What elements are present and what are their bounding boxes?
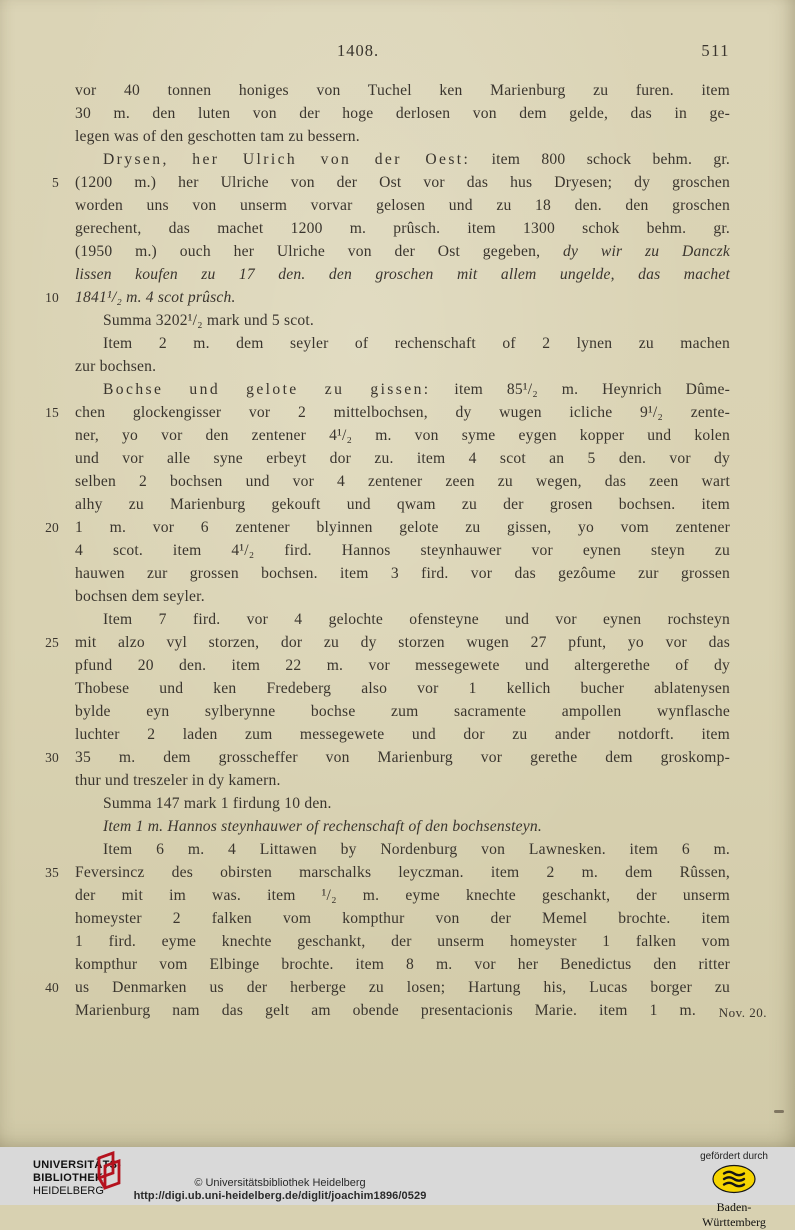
line-text: Item 2 m. dem seyler of rechenschaft of 2 lynen zu machen [103,335,730,352]
line-text: (1950 m.) ouch her Ulriche von der Ost gegeben, dy wir zu Danczk [75,243,730,260]
margin-date-note: Nov. 20. [718,1005,767,1020]
line-text: worden uns von unserm vorvar gelosen und zu 18 den. den groschen [75,197,730,214]
line-text: homeyster 2 falken vom kompthur von der Memel brochte. item [75,910,730,927]
text-line [75,447,730,470]
line-text: Bochse und gelote zu gissen: item 85¹/₂ m. Heynrich Dûme- [103,381,730,398]
text-line [45,861,730,884]
text-line [75,585,730,608]
text-line [75,102,730,125]
library-name-line1: UNIVERSITÄTS- [33,1159,122,1171]
text-line [45,976,730,999]
text-line [75,608,730,631]
text-line [45,401,730,424]
line-text: 30 m. den luten von der hoge derlosen von dem gelde, das in ge- [75,105,730,122]
credit-block [0,1177,560,1202]
text-line [75,815,730,838]
line-text: alhy zu Marienburg gekouft und qwam zu der grosen bochsen. item [75,496,730,513]
line-text: und vor alle syne erbeyt dor zu. item 4 scot an 5 den. vor dy [75,450,730,467]
line-text: Summa 3202¹/₂ mark und 5 scot. [103,312,315,329]
line-text: (1200 m.) her Ulriche von der Ost vor das hus Dryesen; dy groschen [75,174,730,191]
line-text: selben 2 bochsen und vor 4 zentener zeen zu wegen, das zeen wart [75,473,730,490]
library-name-line3: HEIDELBERG [33,1185,104,1197]
text-line [75,723,730,746]
line-text: lissen koufen zu 17 den. den groschen mit allem ungelde, das machet [75,266,730,283]
line-text: luchter 2 laden zum messegewete und dor zu ander notdorft. item [75,726,730,743]
text-line [75,700,730,723]
text-line [75,493,730,516]
text-line [75,838,730,861]
line-text: kompthur vom Elbinge brochte. item 8 m. vor her Benedictus den ritter [75,956,730,973]
text-line [75,355,730,378]
line-text: us Denmarken us der herberge zu losen; Hartung his, Lucas borger zu [75,979,730,996]
line-text: thur und treszeler in dy kamern. [75,772,281,789]
line-text: Summa 147 mark 1 firdung 10 den. [103,795,332,812]
line-text: 1841¹/₂ m. 4 scot prûsch. [75,289,236,306]
line-number: 10 [45,290,59,305]
text-line [75,792,730,815]
text-line [75,240,730,263]
line-text: 35 m. dem grosscheffer von Marienburg vor gerethe dem groskomp- [75,749,730,766]
line-text: chen glockengisser vor 2 mittelbochsen, dy wugen icliche 9¹/₂ zente- [75,404,730,421]
line-text: gerechent, das machet 1200 m. prûsch. item 1300 schok behm. gr. [75,220,730,237]
copyright-line: © Universitätsbibliothek Heidelberg [194,1177,366,1189]
text-line [75,79,730,102]
text-line [75,217,730,240]
line-text: ner, yo vor den zentener 4¹/₂ m. von syme eygen kopper und kolen [75,427,730,444]
text-line [45,516,730,539]
text-line [75,125,730,148]
line-text: Feversincz des obirsten marschalks leyczman. item 2 m. dem Rûssen, [75,864,730,881]
line-text: bochsen dem seyler. [75,588,205,605]
text-line [75,930,730,953]
text-line [75,263,730,286]
line-text: 1 fird. eyme knechte geschankt, der unserm homeyster 1 falken vom [75,933,730,950]
line-text: vor 40 tonnen honiges von Tuchel ken Marienburg zu furen. item [75,82,730,99]
funding-label: gefördert durch [700,1151,768,1162]
library-name-line2: BIBLIOTHEK [33,1172,104,1184]
line-text: 4 scot. item 4¹/₂ fird. Hannos steynhauwer vor eynen steyn zu [75,542,730,559]
digitisation-footer [0,1147,795,1229]
page-number: 511 [701,41,730,60]
line-text: hauwen zur grossen bochsen. item 3 fird. vor das gezôume zur grossen [75,565,730,582]
line-number: 30 [45,750,59,765]
line-text: Item 7 fird. vor 4 gelochte ofensteyne und vor eynen rochsteyn [103,611,730,628]
line-text: Marienburg nam das gelt am obende presentacionis Marie. item 1 m. [75,1002,696,1019]
running-head [75,41,730,63]
line-text: Thobese und ken Fredeberg also vor 1 kellich bucher ablatenysen [75,680,730,697]
text-line [75,884,730,907]
text-line [75,470,730,493]
line-number: 5 [52,175,59,190]
text-line [75,378,730,401]
text-line [52,171,730,194]
line-text: pfund 20 den. item 22 m. vor messegewete und altergerethe of dy [75,657,730,674]
line-text: legen was of den geschotten tam zu bessern. [75,128,360,145]
funding-block [688,1151,780,1230]
text-line [75,309,730,332]
text-line [45,631,730,654]
text-line [75,907,730,930]
baden-wuerttemberg-coat-of-arms-icon [688,1164,780,1199]
text-line [75,332,730,355]
line-text: der mit im was. item ¹/₂ m. eyme knechte geschankt, der unserm [75,887,730,904]
text-line [45,286,730,309]
funding-wordmark: Baden-Württemberg [702,1200,766,1229]
line-number: 15 [45,405,59,420]
text-line [75,953,730,976]
line-text: Drysen, her Ulrich von der Oest: item 800 schock behm. gr. [103,151,730,168]
line-text: Item 6 m. 4 Littawen by Nordenburg von Lawnesken. item 6 m. [103,841,730,858]
text-line [75,677,730,700]
text-line [75,654,730,677]
text-line [45,746,730,769]
text-line [75,148,730,171]
text-line [75,424,730,447]
line-number: 40 [45,980,59,995]
text-line [75,769,730,792]
text-line [75,194,730,217]
line-text: zur bochsen. [75,358,157,375]
source-url: http://digi.ub.uni-heidelberg.de/diglit/joachim1896/0529 [133,1189,427,1202]
line-number: 25 [45,635,59,650]
text-block [45,79,767,1022]
line-text: mit alzo vyl storzen, dor zu dy storzen wugen 27 pfunt, yo vor das [75,634,730,651]
year-heading: 1408. [337,41,380,60]
scan-artifact [774,1110,784,1113]
text-line [75,999,767,1022]
line-text: 1 m. vor 6 zentener blyinnen gelote zu gissen, yo vom zentener [75,519,730,536]
text-line [75,562,730,585]
text-line [75,539,730,562]
line-number: 20 [45,520,59,535]
line-text: bylde eyn sylberynne bochse zum sacramente ampollen wynflasche [75,703,730,720]
line-text: Item 1 m. Hannos steynhauwer of rechenschaft of den bochsensteyn. [103,818,542,835]
line-number: 35 [45,865,59,880]
